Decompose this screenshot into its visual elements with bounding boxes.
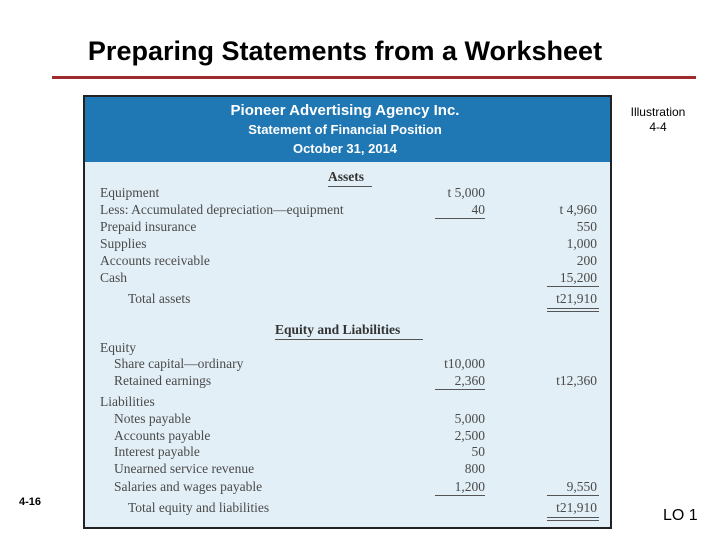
equity-row-col1: 2,360 <box>454 373 485 388</box>
eq-liab-heading: Equity and Liabilities <box>275 322 401 337</box>
assets-heading: Assets <box>328 169 364 184</box>
liability-row-col1: 50 <box>471 444 485 459</box>
col2-subtotal-rule <box>547 495 599 496</box>
col2-subtotal-rule <box>547 286 599 287</box>
illustration-number: 4-4 <box>649 120 667 134</box>
company-name: Pioneer Advertising Agency Inc. <box>230 102 460 119</box>
asset-row-col2: 1,000 <box>566 236 597 251</box>
equity-label: Equity <box>100 340 136 355</box>
asset-row-col2: 550 <box>576 219 597 234</box>
liability-row-label: Salaries and wages payable <box>114 479 263 494</box>
equity-row-label: Share capital—ordinary <box>114 356 244 371</box>
slide-title: Preparing Statements from a Worksheet <box>87 36 603 66</box>
equity-row-col1: t10,000 <box>444 356 485 371</box>
total-assets-label: Total assets <box>128 291 191 306</box>
statement-date: October 31, 2014 <box>292 141 398 156</box>
liability-row-label: Notes payable <box>114 411 191 426</box>
asset-row-label: Supplies <box>100 236 147 251</box>
asset-row-label: Accounts receivable <box>100 253 210 268</box>
assets-heading-rule <box>328 186 372 187</box>
col1-subtotal-rule <box>435 495 485 496</box>
total-assets-value: t21,910 <box>556 291 597 306</box>
total-eq-liab-value: t21,910 <box>556 500 597 515</box>
liability-row-col1: 800 <box>464 461 485 476</box>
financial-statement <box>83 95 612 529</box>
col1-subtotal-rule <box>435 389 485 390</box>
asset-row-col1: 40 <box>471 202 485 217</box>
double-rule <box>547 520 599 521</box>
equity-row-label: Retained earnings <box>114 373 212 388</box>
liability-row-col1: 2,500 <box>454 428 485 443</box>
page-number: 4-16 <box>19 496 42 508</box>
double-rule <box>547 311 599 312</box>
asset-row-label: Less: Accumulated depreciation—equipment <box>100 202 344 217</box>
asset-row-col2: 15,200 <box>559 270 597 285</box>
statement-name: Statement of Financial Position <box>248 122 442 137</box>
liability-row-col1: 1,200 <box>454 479 485 494</box>
liability-row-label: Interest payable <box>114 444 200 459</box>
col1-subtotal-rule <box>435 218 485 219</box>
asset-row-label: Prepaid insurance <box>100 219 197 234</box>
double-rule <box>547 308 599 309</box>
total-eq-liab-label: Total equity and liabilities <box>128 500 270 515</box>
liabilities-label: Liabilities <box>100 394 155 409</box>
liability-row-col2: 9,550 <box>566 479 597 494</box>
asset-row-label: Equipment <box>100 185 160 200</box>
asset-row-col2: t 4,960 <box>559 202 597 217</box>
liability-row-col1: 5,000 <box>454 411 485 426</box>
learning-objective: LO 1 <box>663 507 698 524</box>
illustration-caption: Illustration <box>630 105 686 119</box>
title-underline <box>52 76 696 79</box>
equity-row-col2: t12,360 <box>556 373 597 388</box>
eq-liab-heading-rule <box>275 339 423 340</box>
liability-row-label: Accounts payable <box>114 428 211 443</box>
statement-header <box>85 97 610 162</box>
liability-row-label: Unearned service revenue <box>114 461 255 476</box>
illustration-label <box>618 105 698 135</box>
asset-row-label: Cash <box>100 270 127 285</box>
double-rule <box>547 517 599 518</box>
asset-row-col1: t 5,000 <box>447 185 485 200</box>
asset-row-col2: 200 <box>576 253 597 268</box>
